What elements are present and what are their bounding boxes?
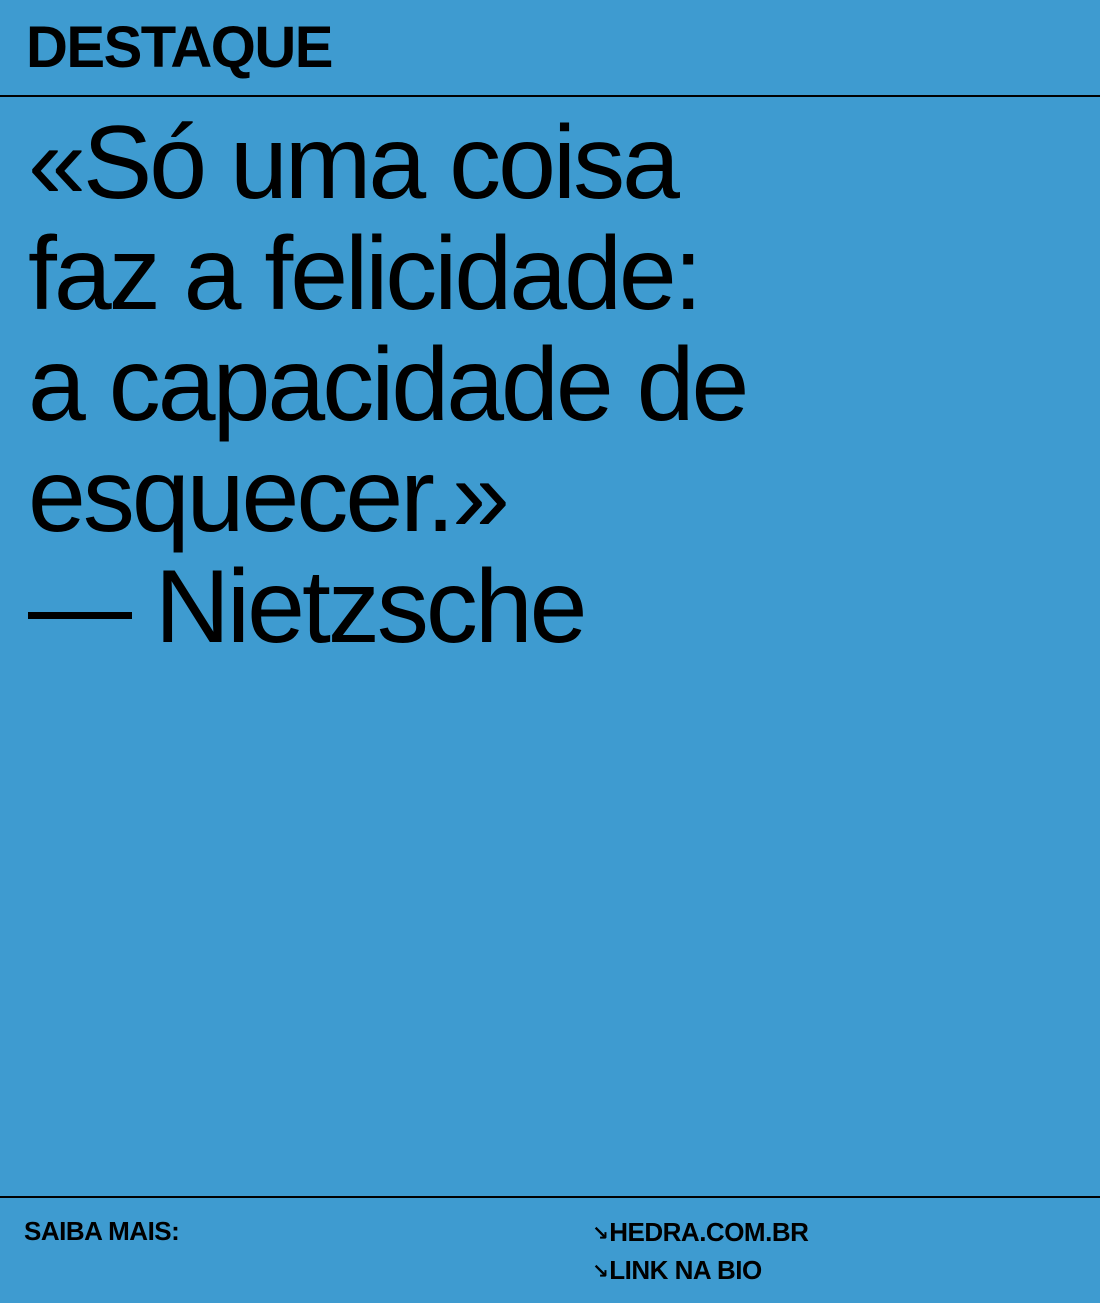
learn-more-label: SAIBA MAIS:: [24, 1216, 180, 1246]
quote-line: a capacidade de: [28, 327, 747, 443]
quote-line: esquecer.»: [28, 438, 507, 554]
quote-attribution: — Nietzsche: [28, 549, 585, 665]
section-title: DESTAQUE: [26, 15, 332, 80]
quote-line: faz a felicidade:: [28, 216, 700, 332]
quote-line: «Só uma coisa: [28, 105, 677, 221]
bottom-divider: [0, 1196, 1100, 1198]
bio-link-label: LINK NA BIO: [609, 1255, 762, 1285]
website-link[interactable]: [592, 1214, 808, 1252]
quote-text: [28, 105, 1078, 665]
bio-link[interactable]: [592, 1252, 808, 1290]
top-divider: [0, 95, 1100, 97]
website-link-label: HEDRA.COM.BR: [609, 1217, 809, 1247]
footer-links: [592, 1214, 808, 1290]
arrow-down-right-icon: ↘: [592, 1261, 609, 1283]
arrow-down-right-icon: ↘: [592, 1223, 609, 1245]
